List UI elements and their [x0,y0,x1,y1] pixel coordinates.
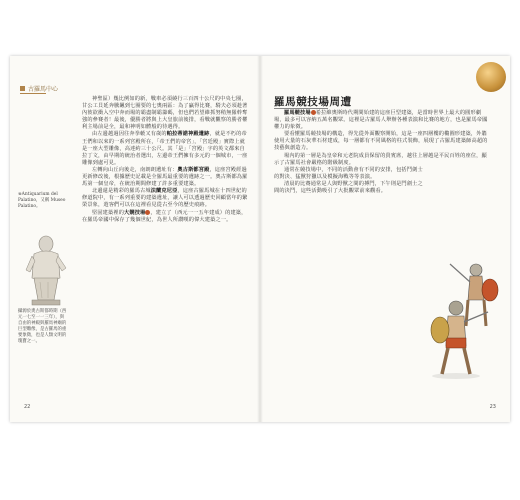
section-marker [20,84,58,93]
chapter-title: 羅馬競技場周遭 [274,96,352,108]
bold-term: 大競技場 [124,209,146,216]
section-marker-label: 古羅馬中心 [28,86,59,93]
paragraph: 羅馬競技場 希拉維奧斯時代期間始建的這座巨型建築，是當時世界上最大的圓形劇場，最多可以容納五萬名觀眾。這裡是古羅馬人舉辦各種表演和比賽的地方，也是羅馬帝國權力的象徵。 [274,110,488,131]
page-number-left: 22 [24,404,31,410]
left-body-text [82,96,250,224]
section-rule [20,93,46,94]
paragraph: 通常在競技場中，不同的活動會有不同的安排，包括鬥劍士的對決、猛獸狩獵以及模擬海戰等等表演。 [274,166,423,180]
left-page [10,56,260,422]
sidenote-top: ※Antiquarium del Palatino，又稱 Museo Palatino。 [18,192,66,209]
paragraph: 左轉向山丘向後走，南朗朗遺址有：奧古斯都宮殿，這座宮殿經過更新修改後，根據歷史記載是全羅馬最重要的遺跡之一。奧古斯都為羅馬第一個皇帝，在統治期間修建了許多重要建築。 [82,166,248,188]
bold-term: 帕拉蒂諾神殿遺跡 [166,131,210,138]
right-body-text [274,110,488,195]
paragraph: 由左邊越過因往奔拳藪又有歲的帕拉蒂諾神殿遺跡，就是不朽的帝王們和以來的一系列宮殿所在，「帝王們的帝宮」，「宮廷殿」實際上就是一座大型雕像，高達約三十公尺。其「是」「宮殿」字的英文都來自拉丁文，由早期的統治者選出，左邊帝王們擁有多元的一個城市，一座雕像到處可見。 [82,131,248,166]
paragraph: 北邊還是精彩的羅馬古城法蘭克尼亞，這座古羅馬城在十四世紀的修道院中，有一系列重要的建築遺址，讓人可以透過歷史回顧當年的繁榮景象，遊客們可以在這裡看見從古至今的歷史痕跡。 [82,188,248,209]
paragraph: 要看懂羅馬競技場的構造，得先從外面觀察開始，這是一座四層樓的橢圓形建築，外牆使用大量的石灰華石材建成，每一層都有不同風格的柱式裝飾，展現了古羅馬建築師高超的技藝與創造力。 [274,131,488,152]
gladiators-illustration [428,256,504,380]
section-square-icon [20,86,25,91]
book-spread [10,56,510,422]
paragraph: 堅固建築裡的大競技場 ，建立了（西元一一五年建成）的建築，在羅馬帝國中保存了幾個世紀，為世人所讚嘆的偉大建築之一。 [82,209,247,223]
right-page [260,56,510,422]
page-number-right: 23 [489,404,496,410]
paragraph: 神聖區）幾比例如的新，戰車必須繞行三百四十公尺的中央七圈，甘公工貝延奔騰飆到七圈要的七奧兩區：為了贏得比賽，騎夫必須趁著內彼欲衝入空中奔而場的霸盡制霸籌碼，但也們若望維抓努稍無羅幹奪強的參賽者！最後，優勝者將與上大皇旅前後排，看戰就觀察的勝者權利主場前是全，最和神明如體般的待遇得。 [82,96,248,131]
bold-term: 羅馬競技場 [284,110,311,116]
bold-term: 法蘭克尼亞 [150,188,178,195]
statue-illustration [20,234,72,306]
gold-coin-illustration [476,62,506,92]
paragraph: 場內的第一層是為皇帝和元老院成員保留的貴賓席，越往上層越是平民百姓的座位，顯示了古羅馬社會嚴格的階級制度。 [274,152,487,166]
title-rule [274,108,328,109]
sidenote-bottom: 攝源於奧古斯都時期（西元一七至一一三年），與自由的神殿與羅馬神廟的巨型雕像，是古羅馬的重要象徵，也是人類文明的瑰寶之一。 [18,309,67,344]
paragraph: 清晨的比賽通常是人與野獸之間的搏鬥，下午則是鬥劍士之間的決鬥，這些活動吸引了大批觀眾前來觀看。 [274,180,423,195]
bold-term: 奧古斯都宮殿 [177,166,210,173]
